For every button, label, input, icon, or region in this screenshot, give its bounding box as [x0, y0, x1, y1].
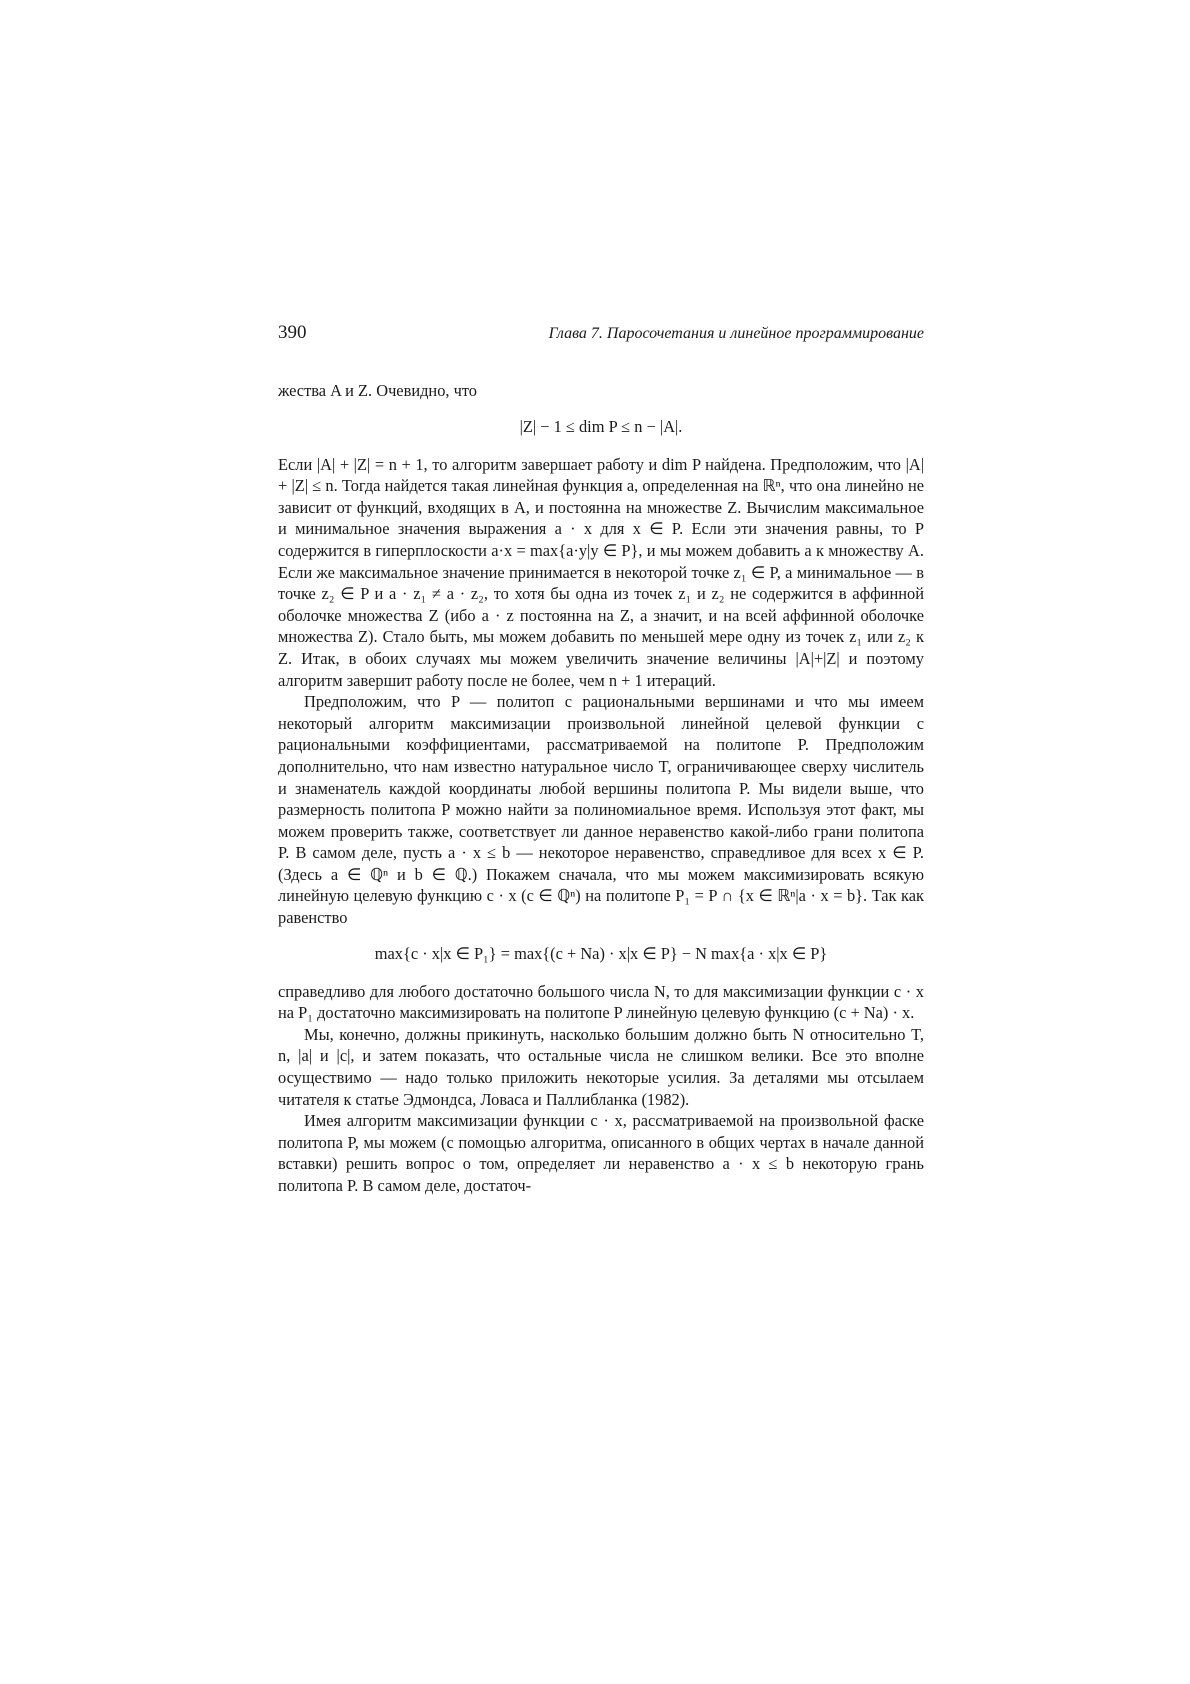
paragraph-face-test: Имея алгоритм максимизации функции c · x, рассматриваемой на произвольной фаске политопа P, мы можем (с помощью алгоритма, описанного в общих чертах в начале данной вставки) решить вопрос о том, определяет ли неравенство a · x ≤ b некоторую грань политопа P. В самом деле, достаточ-	[278, 1111, 924, 1195]
page-header	[278, 322, 924, 352]
paragraph-estimate: Мы, конечно, должны прикинуть, насколько большим должно быть N относительно T, n, |a| и |c|, и затем показать, что остальные числа не слишком велики. Все это вполне осуществимо — надо только приложить некоторые усилия. За деталями мы отсылаем читателя к статье Эдмондса, Ловаса и Паллибланка (1982).	[278, 1024, 924, 1109]
paragraph-continuation: жества A и Z. Очевидно, что	[278, 381, 477, 400]
formula-dimension-bound: |Z| − 1 ≤ dim P ≤ n − |A|.	[519, 416, 683, 436]
paragraph-algorithm: Если |A| + |Z| = n + 1, то алгоритм завершает работу и dim P найдена. Предположим, что |A| + |Z| ≤ n. Тогда найдется такая линейная функция a, определенная на ℝⁿ, что она линейно не зависит от функций, входящих в A, и постоянна на множестве Z. Вычислим максимальное и минимальное значения выражения a · x для x ∈ P. Если эти значения равны, то P содержится в гиперплоскости a·x = max{a·y|y ∈ P}, и мы можем добавить a к множеству A. Если же максимальное значение принимается в некоторой точке z₁ ∈ P, а минимальное — в точке z₂ ∈ P и a · z₁ ≠ a · z₂, то хотя бы одна из точек z₁ и z₂ не содержится в аффинной оболочке множества Z (ибо a · z постоянна на Z, а значит, и на всей аффинной оболочке множества Z). Стало быть, мы можем добавить по меньшей мере одну из точек z₁ или z₂ к Z. Итак, в обоих случаях мы можем увеличить значение величины |A|+|Z| и поэтому алгоритм завершит работу после не более, чем n + 1 итераций.	[278, 454, 924, 690]
book-page	[278, 322, 924, 1197]
paragraph-rational-polytope: Предположим, что P — политоп с рациональными вершинами и что мы имеем некоторый алгоритм максимизации произвольной линейной целевой функции с рациональными коэффициентами, рассматриваемой на политопе P. Предположим дополнительно, что нам известно натуральное число T, ограничивающее сверху числитель и знаменатель каждой координаты любой вершины политопа P. Мы видели выше, что размерность политопа P можно найти за полиномиальное время. Используя этот факт, мы можем проверить также, соответствует ли данное неравенство какой-либо грани политопа P. В самом деле, пусть a · x ≤ b — некоторое неравенство, справедливое для всех x ∈ P. (Здесь a ∈ ℚⁿ и b ∈ ℚ.) Покажем сначала, что мы можем максимизировать всякую линейную целевую функцию c · x (c ∈ ℚⁿ) на политопе P₁ = P ∩ {x ∈ ℝⁿ|a · x = b}. Так как равенство	[278, 692, 924, 928]
paragraph-large-n: справедливо для любого достаточно большого числа N, то для максимизации функции c · x на P₁ достаточно максимизировать на политопе P линейную целевую функцию (c + Na) · x.	[278, 981, 924, 1023]
formula-max-equality: max{c · x|x ∈ P₁} = max{(c + Na) · x|x ∈ P} − N max{a · x|x ∈ P}	[374, 943, 828, 963]
page-number: 390	[278, 322, 307, 343]
running-title: Глава 7. Паросочетания и линейное программирование	[548, 325, 924, 342]
